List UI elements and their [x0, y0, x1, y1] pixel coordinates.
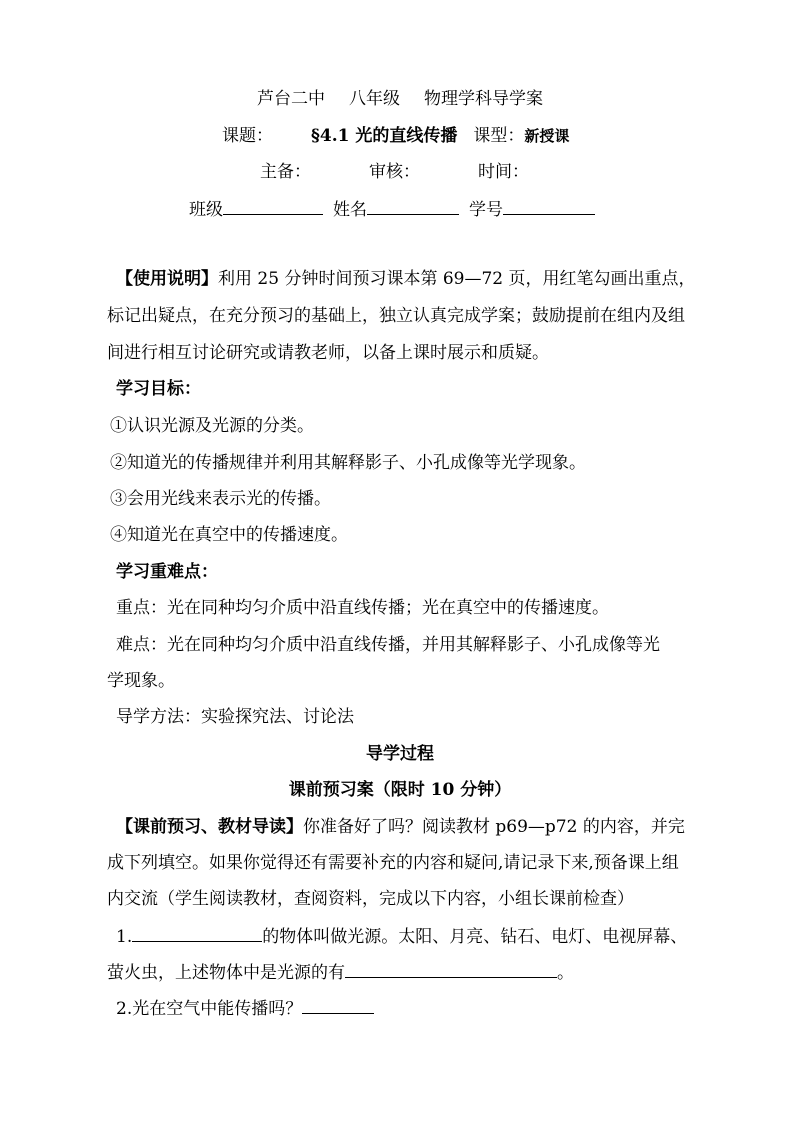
- preview-text-1: 你准备好了吗？阅读教材 p69—p72 的内容，并完: [303, 817, 685, 837]
- topic-line: [222, 125, 569, 147]
- goal-item: ③会用光线来表示光的传播。: [110, 489, 331, 509]
- preview-heading: 【课前预习、教材导读】: [116, 817, 303, 837]
- topic-value: §4.1 光的直线传播: [311, 126, 458, 146]
- difficult-point-2: 学现象。: [107, 671, 175, 691]
- question-1-blank-2[interactable]: [345, 961, 557, 978]
- reviewer-label: 审核：: [369, 162, 420, 182]
- author-label: 主备：: [260, 162, 311, 182]
- question-1-end: 。: [557, 963, 574, 983]
- teaching-method: 导学方法：实验探究法、讨论法: [116, 707, 354, 727]
- instructions-text-1: 利用 25 分钟时间预习课本第 69—72 页，用红笔勾画出重点，: [218, 269, 696, 289]
- question-2-blank[interactable]: [302, 997, 374, 1014]
- subject-title: 物理学科导学案: [424, 89, 543, 109]
- type-value: 新授课: [524, 127, 570, 145]
- goals-title: 学习目标：: [116, 379, 201, 399]
- grade-level: 八年级: [349, 89, 400, 109]
- id-blank[interactable]: [503, 198, 595, 215]
- preview-line-1: [116, 816, 685, 838]
- preview-line-3: 内交流（学生阅读教材，查阅资料，完成以下内容，小组长课前检查）: [107, 889, 634, 909]
- question-1-text-b: 萤火虫，上述物体中是光源的有: [107, 963, 345, 983]
- preview-line-2: 成下列填空。如果你觉得还有需要补充的内容和疑问,请记录下来,预备课上组: [107, 853, 679, 873]
- question-2-text: 2.光在空气中能传播吗？: [116, 999, 303, 1019]
- school-name: 芦台二中: [257, 89, 325, 109]
- student-info-line: [189, 198, 595, 221]
- name-label: 姓名: [333, 200, 367, 220]
- class-blank[interactable]: [223, 198, 323, 215]
- time-label: 时间：: [478, 162, 529, 182]
- class-label: 班级: [189, 200, 223, 220]
- instructions-line-1: [116, 268, 696, 290]
- question-1-line-2: [107, 961, 574, 984]
- id-label: 学号: [469, 200, 503, 220]
- name-blank[interactable]: [367, 198, 459, 215]
- goal-item: ④知道光在真空中的传播速度。: [110, 525, 348, 545]
- question-1-text-a: 的物体叫做光源。太阳、月亮、钻石、电灯、电视屏幕、: [262, 927, 688, 947]
- preview-title: 课前预习案（限时 10 分钟）: [288, 780, 512, 800]
- question-1-line-1: [116, 925, 687, 948]
- instructions-line-2: 标记出疑点，在充分预习的基础上，独立认真完成学案；鼓励提前在组内及组: [107, 306, 685, 326]
- staff-line: [260, 161, 529, 183]
- goal-item: ②知道光的传播规律并利用其解释影子、小孔成像等光学现象。: [110, 453, 586, 473]
- key-point: 重点：光在同种均匀介质中沿直线传播；光在真空中的传播速度。: [116, 598, 609, 618]
- instructions-title: 【使用说明】: [116, 269, 218, 289]
- header-title: [0, 88, 800, 110]
- question-1-number: 1.: [116, 927, 133, 947]
- question-2-line: [116, 997, 374, 1020]
- instructions-line-3: 间进行相互讨论研究或请教老师，以备上课时展示和质疑。: [107, 343, 549, 363]
- difficult-point-1: 难点：光在同种均匀介质中沿直线传播，并用其解释影子、小孔成像等光: [116, 635, 660, 655]
- key-points-title: 学习重难点：: [116, 562, 218, 582]
- question-1-blank-1[interactable]: [132, 925, 262, 942]
- process-title: 导学过程: [366, 744, 434, 764]
- type-label: 课型：: [473, 126, 525, 146]
- topic-label: 课题：: [222, 126, 273, 146]
- goal-item: ①认识光源及光源的分类。: [110, 416, 314, 436]
